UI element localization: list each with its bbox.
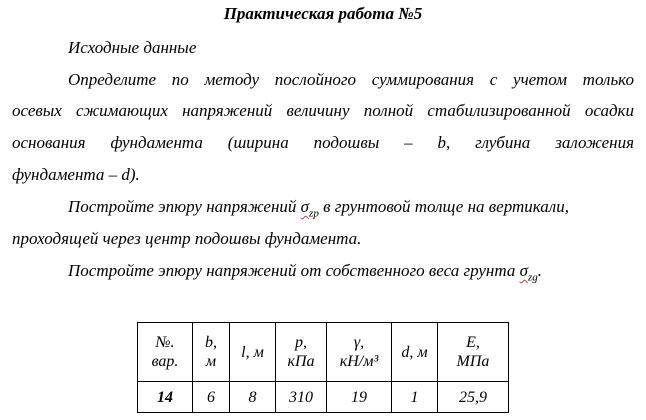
table-row <box>138 382 509 413</box>
task1-line3: основания фундамента (ширина подошвы – b, глубина заложения <box>12 133 634 152</box>
task2-text-pre: Постройте эпюру напряжений <box>68 197 301 216</box>
task2-line1 <box>68 197 569 219</box>
table-cell: 25,9 <box>438 382 509 413</box>
header-cell: E, МПа <box>438 323 509 382</box>
header-cell: b, м <box>193 323 230 382</box>
task3-line <box>68 261 542 283</box>
table-cell: 1 <box>392 382 438 413</box>
table-cell: 310 <box>276 382 327 413</box>
task3-text-pre: Постройте эпюру напряжений от собственного веса грунта <box>68 261 520 280</box>
task1-line1: Определите по методу послойного суммирования с учетом только <box>68 70 634 89</box>
table-cell: 8 <box>230 382 276 413</box>
sigma-zp <box>300 197 319 220</box>
header-cell: l, м <box>230 323 276 382</box>
table-cell: 19 <box>327 382 392 413</box>
task2-text-post: в грунтовой толще на вертикали, <box>318 197 569 216</box>
sigma-zg <box>519 261 538 284</box>
header-cell: d, м <box>392 323 438 382</box>
sigma-subscript: zp <box>309 207 319 220</box>
parameters-table <box>137 322 509 413</box>
sigma-subscript: zg <box>527 271 538 284</box>
sigma-symbol: σ <box>300 197 310 216</box>
table-cell: 14 <box>138 382 193 413</box>
page-title: Практическая работа №5 <box>223 4 423 23</box>
sigma-symbol: σ <box>519 261 528 280</box>
task1-line2: осевых сжимающих напряжений величину полной стабилизированной осадки <box>12 101 634 120</box>
table-header-row <box>138 323 509 382</box>
subtitle: Исходные данные <box>68 38 197 57</box>
header-cell: №. вар. <box>138 323 193 382</box>
header-cell: γ, кН/м³ <box>327 323 392 382</box>
task1-line4: фундамента – d). <box>12 165 140 184</box>
task2-line2: проходящей через центр подошвы фундамента. <box>12 229 362 248</box>
task3-text-post: . <box>537 261 543 280</box>
table-cell: 6 <box>193 382 230 413</box>
header-cell: p, кПа <box>276 323 327 382</box>
